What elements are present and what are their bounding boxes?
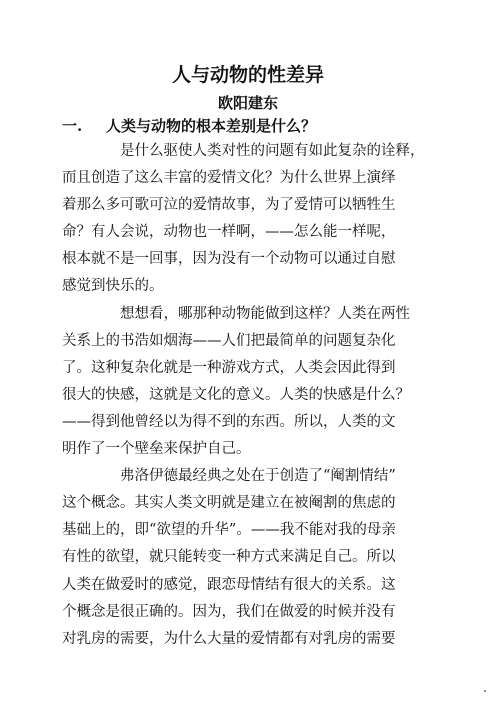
- page-corner-mark: [484, 690, 486, 692]
- paragraph-2-line: 想想看，哪那种动物能做到这样？人类在两性: [120, 305, 410, 322]
- paragraph-3-line: 弗洛伊德最经典之处在于创造了“阉割情结”: [120, 468, 396, 485]
- section-number: 一.: [62, 117, 83, 135]
- section-heading: [62, 117, 442, 135]
- paragraph-2-line: 很大的快感，这就是文化的意义。人类的快感是什么？: [62, 386, 410, 403]
- paragraph-1-line: 命？有人会说，动物也一样啊，——怎么能一样呢，: [62, 224, 396, 241]
- section-heading-text: 人类与动物的根本差别是什么？: [106, 117, 317, 135]
- body-text: [62, 138, 436, 653]
- paragraph-2-line: ——得到他曾经以为得不到的东西。所以，人类的文: [62, 413, 396, 430]
- paragraph-1-line: 而且创造了这么丰富的爱情文化？为什么世界上演绎: [62, 170, 396, 187]
- paragraph-2-line: 了。这种复杂化就是一种游戏方式，人类会因此得到: [62, 359, 396, 376]
- paragraph-3-line: 基础上的，即“欲望的升华”。——我不能对我的母亲: [62, 522, 396, 539]
- paragraph-1-line: 着那么多可歌可泣的爱情故事，为了爱情可以牺牲生: [62, 197, 396, 214]
- paragraph-3-line: 人类在做爱时的感觉，跟恋母情结有很大的关系。这: [62, 576, 396, 593]
- document-title: 人与动物的性差异: [171, 64, 324, 86]
- author-name: 欧阳建东: [217, 94, 278, 112]
- paragraph-3-line: 对乳房的需要，为什么大量的爱情都有对乳房的需要: [62, 630, 396, 647]
- paragraph-2-line: 关系上的书浩如烟海——人们把最简单的问题复杂化: [62, 332, 396, 349]
- paragraph-3-line: 个概念是很正确的。因为，我们在做爱的时候并没有: [62, 603, 396, 620]
- paragraph-3-line: 有性的欲望，就只能转变一种方式来满足自己。所以: [62, 549, 396, 566]
- paragraph-1-line: 感觉到快乐的。: [62, 278, 164, 295]
- paragraph-1-line: 根本就不是一回事，因为没有一个动物可以通过自慰: [62, 251, 396, 268]
- paragraph-1-line: 是什么驱使人类对性的问题有如此复杂的诠释，: [120, 143, 425, 159]
- paragraph-3-line: 这个概念。其实人类文明就是建立在被阉割的焦虑的: [62, 495, 396, 512]
- paragraph-2-line: 明作了一个壁垒来保护自己。: [62, 441, 251, 458]
